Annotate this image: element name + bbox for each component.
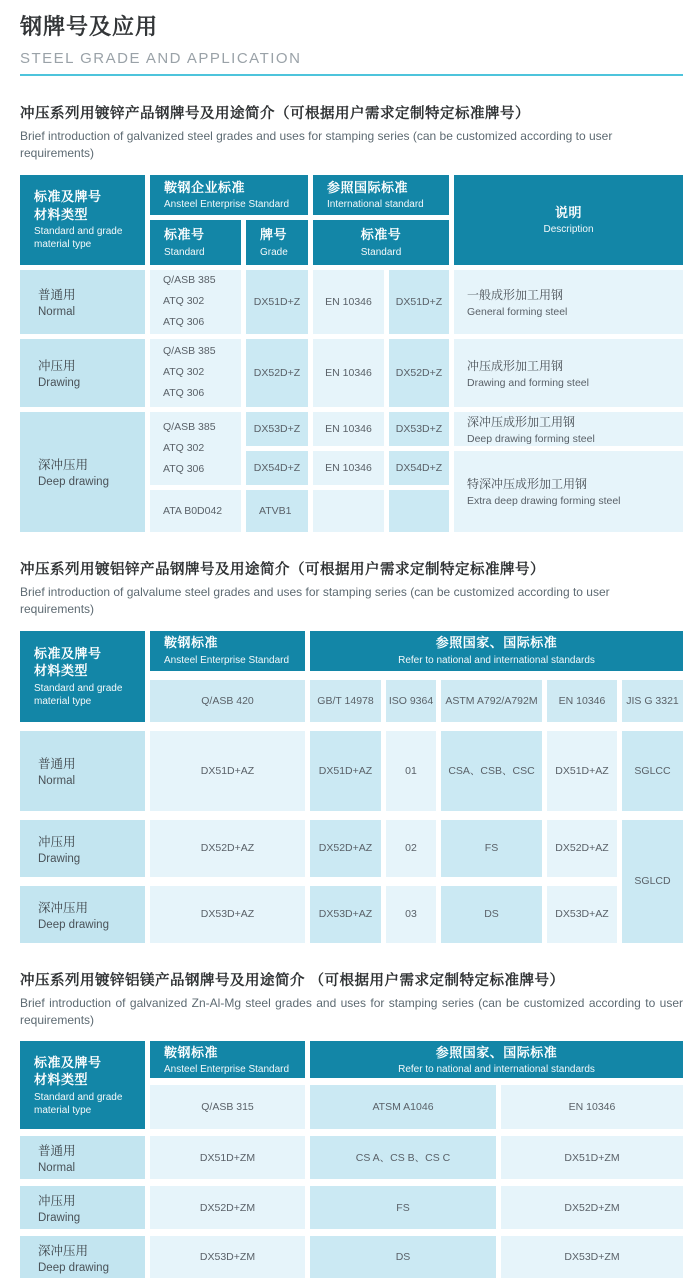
cell-value: DS — [310, 1236, 496, 1278]
row-deep-drawing-material: 深冲压用 Deep drawing — [20, 1236, 145, 1278]
cell-value: 02 — [386, 820, 436, 877]
subheader-standard: Q/ASB 420 — [150, 680, 305, 722]
section2-subheading: Brief introduction of galvalume steel grades and uses for stamping series (can be customized according to user requirements) — [20, 584, 610, 617]
cell-description: 一般成形加工用钢 General forming steel — [454, 270, 683, 334]
cell-grade: DX53D+Z — [246, 412, 308, 446]
cell-value: CSA、CSB、CSC — [441, 731, 542, 811]
cell-value: DX53D+AZ — [150, 886, 305, 943]
col-header-intl-standard-no: 标准号 Standard — [313, 220, 449, 265]
col-header-ansteel-standard: 鞍钢企业标准 Ansteel Enterprise Standard — [150, 175, 308, 215]
cell-value: DX53D+AZ — [310, 886, 381, 943]
section3-heading: 冲压系列用镀锌铝镁产品钢牌号及用途简介 （可根据用户需求定制特定标准牌号） — [20, 972, 565, 989]
cell-value: DX51D+AZ — [547, 731, 617, 811]
cell-value: DX52D+AZ — [547, 820, 617, 877]
section3-subheading: Brief introduction of galvanized Zn-Al-Mg steel grades and uses for stamping series (can be customized according to user requirements) — [20, 995, 683, 1027]
section1-heading: 冲压系列用镀锌产品钢牌号及用途简介（可根据用户需求定制特定标准牌号） — [20, 106, 530, 122]
cell-intl-standard: EN 10346 — [313, 270, 384, 334]
row-normal-material: 普通用 Normal — [20, 1136, 145, 1179]
cell-intl-standard: EN 10346 — [313, 451, 384, 485]
cell-value: 03 — [386, 886, 436, 943]
cell-intl-grade: DX51D+Z — [389, 270, 449, 334]
section-galvanized — [20, 102, 683, 532]
cell-standards: Q/ASB 385 ATQ 302 ATQ 306 — [150, 270, 241, 334]
cell-grade: DX52D+Z — [246, 339, 308, 407]
cell-description: 深冲压成形加工用钢 Deep drawing forming steel — [454, 412, 683, 446]
row-deep-drawing-material: 深冲压用 Deep drawing — [20, 412, 145, 532]
page-header — [20, 10, 683, 76]
cell-intl-grade: DX52D+Z — [389, 339, 449, 407]
section-galvalume — [20, 558, 683, 943]
col-header-description: 说明 Description — [454, 175, 683, 265]
col-header-material-type: 标准及牌号 材料类型 Standard and grade material type — [20, 175, 145, 265]
subheader-standard: ISO 9364 — [386, 680, 436, 722]
col-header-refer-standards: 参照国家、国际标准 Refer to national and international standards — [310, 631, 683, 671]
cell-value-merged-jis: SGLCD — [622, 820, 683, 943]
cell-value: 01 — [386, 731, 436, 811]
subheader-standard: GB/T 14978 — [310, 680, 381, 722]
subheader-standard: Q/ASB 315 — [150, 1085, 305, 1129]
cell-value: DX51D+AZ — [150, 731, 305, 811]
cell-description: 冲压成形加工用钢 Drawing and forming steel — [454, 339, 683, 407]
cell-intl-standard-empty — [313, 490, 384, 532]
row-drawing-material: 冲压用 Drawing — [20, 820, 145, 877]
cell-value: DX53D+ZM — [150, 1236, 305, 1278]
cell-grade: ATVB1 — [246, 490, 308, 532]
section1-subheading: Brief introduction of galvanized steel grades and uses for stamping series (can be customized according to user requirements) — [20, 129, 613, 161]
cell-value: DX53D+ZM — [501, 1236, 683, 1278]
cell-intl-grade: DX54D+Z — [389, 451, 449, 485]
col-header-international-standard: 参照国际标准 International standard — [313, 175, 449, 215]
col-header-refer-standards: 参照国家、国际标准 Refer to national and international standards — [310, 1041, 683, 1078]
cell-intl-grade: DX53D+Z — [389, 412, 449, 446]
section-zn-al-mg — [20, 969, 683, 1278]
cell-value: DX52D+AZ — [150, 820, 305, 877]
col-header-standard-no: 标准号 Standard — [150, 220, 241, 265]
cell-grade: DX54D+Z — [246, 451, 308, 485]
row-normal-material: 普通用 Normal — [20, 731, 145, 811]
zn-al-mg-table — [20, 1041, 683, 1278]
cell-value: DS — [441, 886, 542, 943]
col-header-material-type: 标准及牌号 材料类型 Standard and grade material type — [20, 1041, 145, 1129]
cell-value: DX52D+ZM — [501, 1186, 683, 1229]
cell-value: DX51D+AZ — [310, 731, 381, 811]
cell-value: FS — [310, 1186, 496, 1229]
page-title: 钢牌号及应用 — [20, 14, 159, 39]
row-normal-material: 普通用 Normal — [20, 270, 145, 334]
subheader-standard: EN 10346 — [501, 1085, 683, 1129]
col-header-ansteel-standard: 鞍钢标准 Ansteel Enterprise Standard — [150, 1041, 305, 1078]
cell-value: SGLCC — [622, 731, 683, 811]
cell-grade: DX51D+Z — [246, 270, 308, 334]
col-header-material-type: 标准及牌号 材料类型 Standard and grade material type — [20, 631, 145, 722]
cell-value: FS — [441, 820, 542, 877]
cell-description-merged: 特深冲压成形加工用钢 Extra deep drawing forming steel — [454, 451, 683, 532]
row-deep-drawing-material: 深冲压用 Deep drawing — [20, 886, 145, 943]
galvalume-table — [20, 631, 683, 943]
col-header-grade: 牌号 Grade — [246, 220, 308, 265]
page-subtitle: STEEL GRADE AND APPLICATION — [20, 50, 302, 67]
galvanized-table — [20, 175, 683, 532]
title-divider — [20, 74, 683, 76]
cell-intl-standard: EN 10346 — [313, 412, 384, 446]
cell-value: DX51D+ZM — [150, 1136, 305, 1179]
row-drawing-material: 冲压用 Drawing — [20, 339, 145, 407]
cell-value: DX52D+ZM — [150, 1186, 305, 1229]
section2-heading: 冲压系列用镀铝锌产品钢牌号及用途简介（可根据用户需求定制特定标准牌号） — [20, 561, 545, 578]
cell-standards: Q/ASB 385 ATQ 302 ATQ 306 — [150, 339, 241, 407]
col-header-ansteel-standard: 鞍钢标准 Ansteel Enterprise Standard — [150, 631, 305, 671]
subheader-standard: JIS G 3321 — [622, 680, 683, 722]
row-drawing-material: 冲压用 Drawing — [20, 1186, 145, 1229]
cell-intl-standard: EN 10346 — [313, 339, 384, 407]
cell-standards-merged: Q/ASB 385 ATQ 302 ATQ 306 — [150, 412, 241, 485]
subheader-standard: ATSM A1046 — [310, 1085, 496, 1129]
cell-value: DX51D+ZM — [501, 1136, 683, 1179]
cell-value: DX53D+AZ — [547, 886, 617, 943]
cell-value: DX52D+AZ — [310, 820, 381, 877]
subheader-standard: ASTM A792/A792M — [441, 680, 542, 722]
cell-intl-grade-empty — [389, 490, 449, 532]
subheader-standard: EN 10346 — [547, 680, 617, 722]
cell-standards: ATA B0D042 — [150, 490, 241, 532]
cell-value: CS A、CS B、CS C — [310, 1136, 496, 1179]
